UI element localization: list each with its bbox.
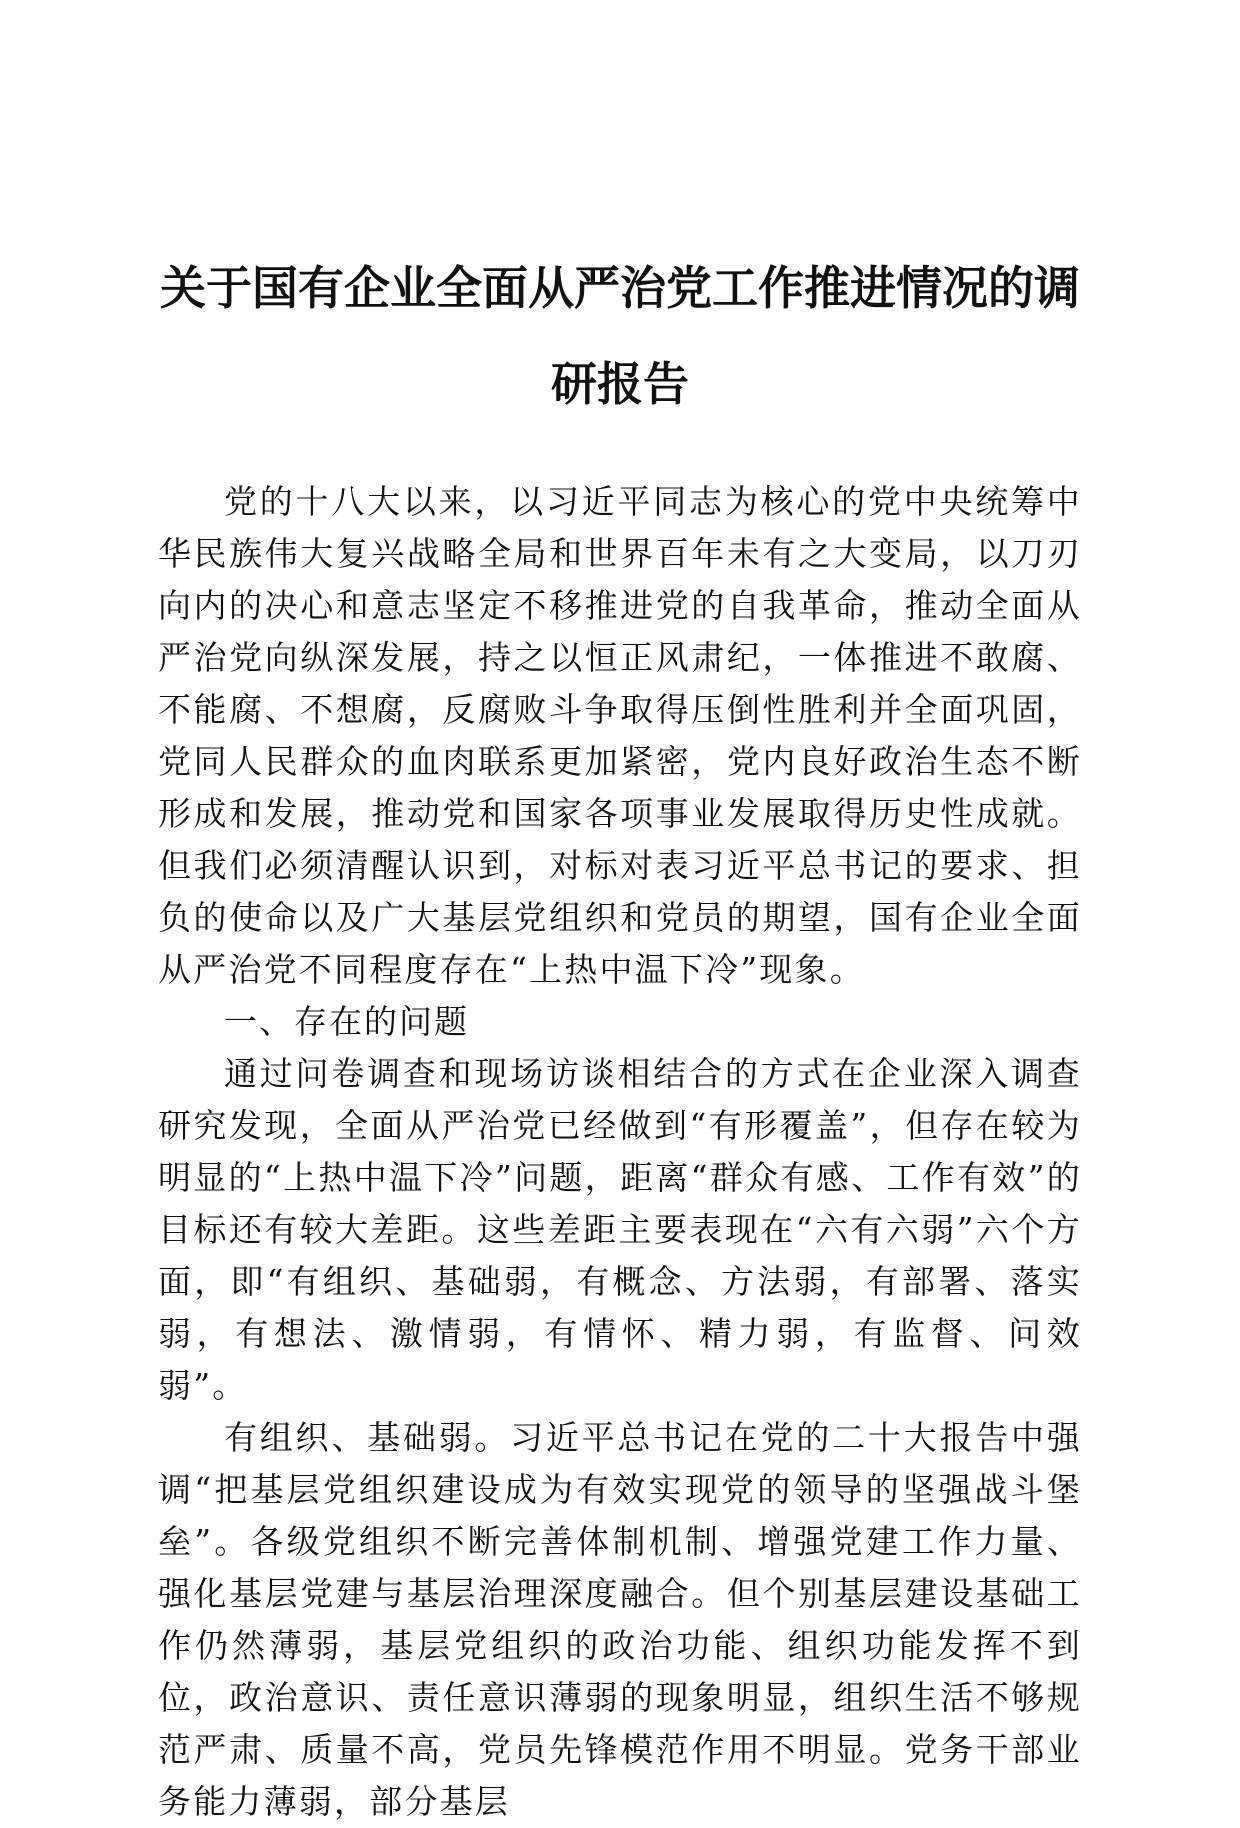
title-line-2: 研报告 [551, 357, 689, 411]
paragraph-intro: 党的十八大以来，以习近平同志为核心的党中央统筹中华民族伟大复兴战略全局和世界百年未有之大变局，以刀刃向内的决心和意志坚定不移推进党的自我革命，推动全面从严治党向纵深发展，持之以恒正风肃纪，一体推进不敢腐、不能腐、不想腐，反腐败斗争取得压倒性胜利并全面巩固，党同人民群众的血肉联系更加紧密，党内良好政治生态不断形成和发展，推动党和国家各项事业发展取得历史性成就。但我们必须清醒认识到，对标对表习近平总书记的要求、担负的使命以及广大基层党组织和党员的期望，国有企业全面从严治党不同程度存在“上热中温下冷”现象。 [158, 482, 1082, 989]
document-body [158, 476, 1082, 1828]
section-heading-problems: 一、存在的问题 [224, 1002, 469, 1041]
document-page [158, 240, 1082, 1828]
paragraph-findings: 通过问卷调查和现场访谈相结合的方式在企业深入调查研究发现，全面从严治党已经做到“有形覆盖”，但存在较为明显的“上热中温下冷”问题，距离“群众有感、工作有效”的目标还有较大差距。这些差距主要表现在“六有六弱”六个方面，即“有组织、基础弱，有概念、方法弱，有部署、落实弱，有想法、激情弱，有情怀、精力弱，有监督、问效弱”。 [158, 1054, 1082, 1405]
paragraph-organization-weak: 有组织、基础弱。习近平总书记在党的二十大报告中强调“把基层党组织建设成为有效实现党的领导的坚强战斗堡垒”。各级党组织不断完善体制机制、增强党建工作力量、强化基层党建与基层治理深度融合。但个别基层建设基础工作仍然薄弱，基层党组织的政治功能、组织功能发挥不到位，政治意识、责任意识薄弱的现象明显，组织生活不够规范严肃、质量不高，党员先锋模范作用不明显。党务干部业务能力薄弱，部分基层 [158, 1418, 1082, 1821]
title-line-1: 关于国有企业全面从严治党工作推进情况的调 [160, 261, 1080, 315]
document-title [158, 240, 1082, 432]
